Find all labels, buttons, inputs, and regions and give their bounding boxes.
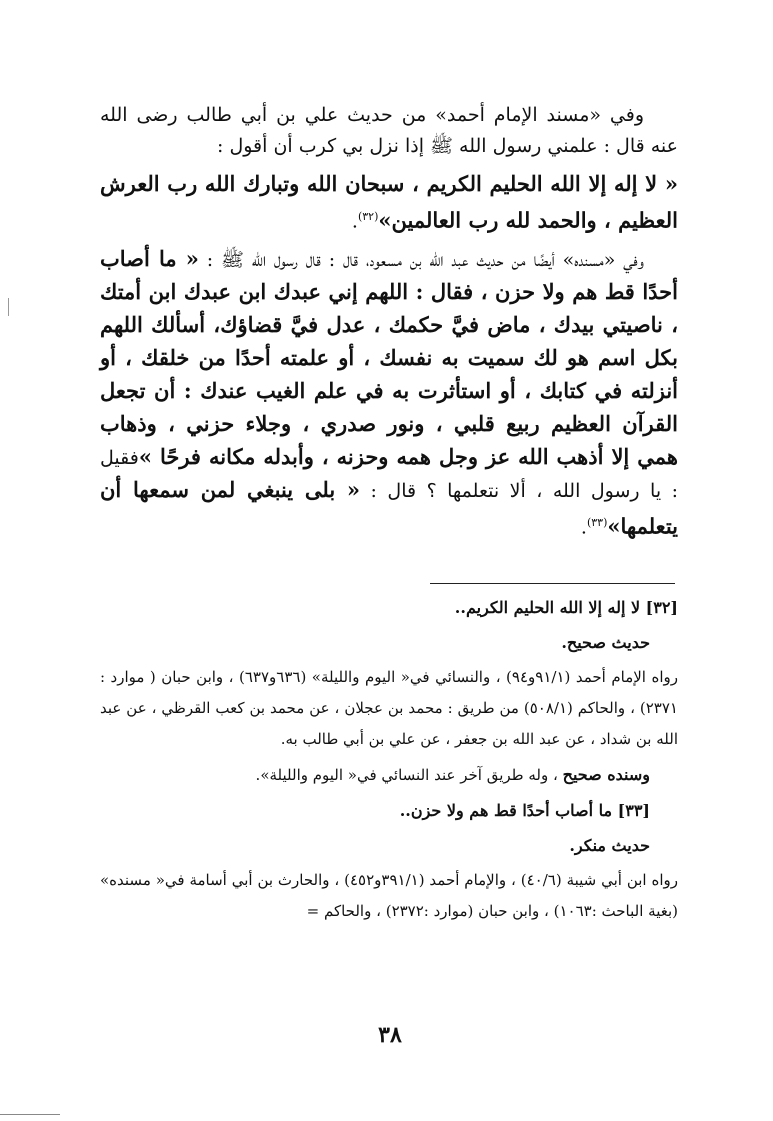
paragraph-musnad-ali: وفي «مسند الإمام أحمد» من حديث علي بن أبي طالب رضى الله عنه قال : علمني رسول الله ﷺ إذا نزل بي كرب أن أقول :: [100, 104, 678, 157]
footnote-32-isnad: [100, 759, 678, 791]
dua-hamm-quote: « ما أصاب أحدًا قط هم ولا حزن ، فقال : اللهم إني عبدك ابن عبدك ابن أمتك ، ناصيتي بيدك ، ماض فيَّ حكمك ، عدل فيَّ قضاؤك، أسألك اللهم بكل اسم هو لك سميت به نفسك ، أو علمته أحدًا من خلقك ، أو أنزلته في كتابك ، أو استأثرت به في علم الغيب عندك : أن تجعل القرآن العظيم ربيع قلبي ، ونور صدري ، وجلاء حزني ، وذهاب همي إلا أذهب الله عز وجل همه وحزنه ، وأبدله مكانه فرحًا »: [100, 246, 678, 470]
footnote-32-grade: حديث صحيح.: [561, 633, 650, 652]
footnote-33-grade: حديث منكر.: [569, 836, 650, 855]
paragraph-musnad-ibn-masud: وفي «مسنده» أيضًا من حديث عبد الله بن مسعود، قال : قال رسول الله ﷺ : « ما أصاب أحدًا قط هم ولا حزن ، فقال : اللهم إني عبدك ابن عبدك ابن أمتك ، ناصيتي بيدك ، ماض فيَّ حكمك ، عدل فيَّ قضاؤك، أسألك اللهم بكل اسم هو لك سميت به نفسك ، أو علمته أحدًا من خلقك ، أو أنزلته في كتابك ، أو استأثرت به في علم الغيب عندك : أن تجعل القرآن العظيم ربيع قلبي ، ونور صدري ، وجلاء حزني ، وذهاب همي إلا أذهب الله عز وجل همه وحزنه ، وأبدله مكانه فرحًا »فقيل : يا رسول الله ، ألا نتعلمها ؟ قال : « بلى ينبغي لمن سمعها أن يتعلمها»$^{(٣٣)}$.: [100, 246, 678, 539]
footnote-ref-32: (٣٢): [357, 210, 379, 223]
footnote-divider: [430, 583, 675, 584]
ibn-masud-intro: وفي «مسنده» أيضًا من حديث عبد الله بن مسعود، قال : قال رسول الله ﷺ :: [198, 249, 644, 272]
corner-mark: [0, 1114, 60, 1115]
page-number: ٣٨: [378, 1022, 402, 1048]
ibn-masud-question: فقيل : يا رسول الله ، ألا نتعلمها ؟ قال :: [100, 447, 678, 503]
footnote-32-text: رواه الإمام أحمد (٩١/١و٩٤) ، والنسائي في« اليوم والليلة» (٦٣٦و٦٣٧) ، وابن حبان ( موارد : ٢٣٧١) ، والحاكم (٥٠٨/١) من طريق : محمد بن عجلان ، عن محمد بن كعب القرظي ، عن عبد الله بن شداد ، عن عبد الله بن جعفر ، عن علي بن أبي طالب به.: [100, 668, 678, 748]
footnotes: [100, 592, 678, 931]
footnote-32-heading: [٣٢] لا إله إلا الله الحليم الكريم..: [454, 598, 678, 617]
main-text: [100, 100, 678, 550]
dua-karb-quote: « لا إله إلا الله الحليم الكريم ، سبحان الله وتبارك الله رب العرش العظيم ، والحمد لله رب العالمين»: [100, 171, 678, 233]
dua-answer-quote: « بلى ينبغي لمن سمعها أن يتعلمها»: [100, 477, 678, 539]
margin-mark: [8, 298, 9, 316]
footnote-ref-33: (٣٣): [586, 516, 608, 530]
paragraph-dua-karb: « لا إله إلا الله الحليم الكريم ، سبحان الله وتبارك الله رب العرش العظيم ، والحمد لله رب العالمين»$^{(٣٢)}$.: [100, 171, 678, 233]
footnote-33-text: رواه ابن أبي شيبة (٤٠/٦) ، والإمام أحمد (٣٩١/١و٤٥٢) ، والحارث بن أبي أسامة في« مسنده» (بغية الباحث :١٠٦٣) ، وابن حبان (موارد :٢٣٧٢) ، والحاكم =: [100, 871, 678, 920]
footnote-33-heading: [٣٣] ما أصاب أحدًا قط هم ولا حزن..: [399, 801, 650, 820]
footnote-32-isnad-grade: وسنده صحيح: [562, 765, 650, 784]
footnote-32-isnad-rest: ، وله طريق آخر عند النسائي في« اليوم والليلة».: [255, 766, 558, 784]
